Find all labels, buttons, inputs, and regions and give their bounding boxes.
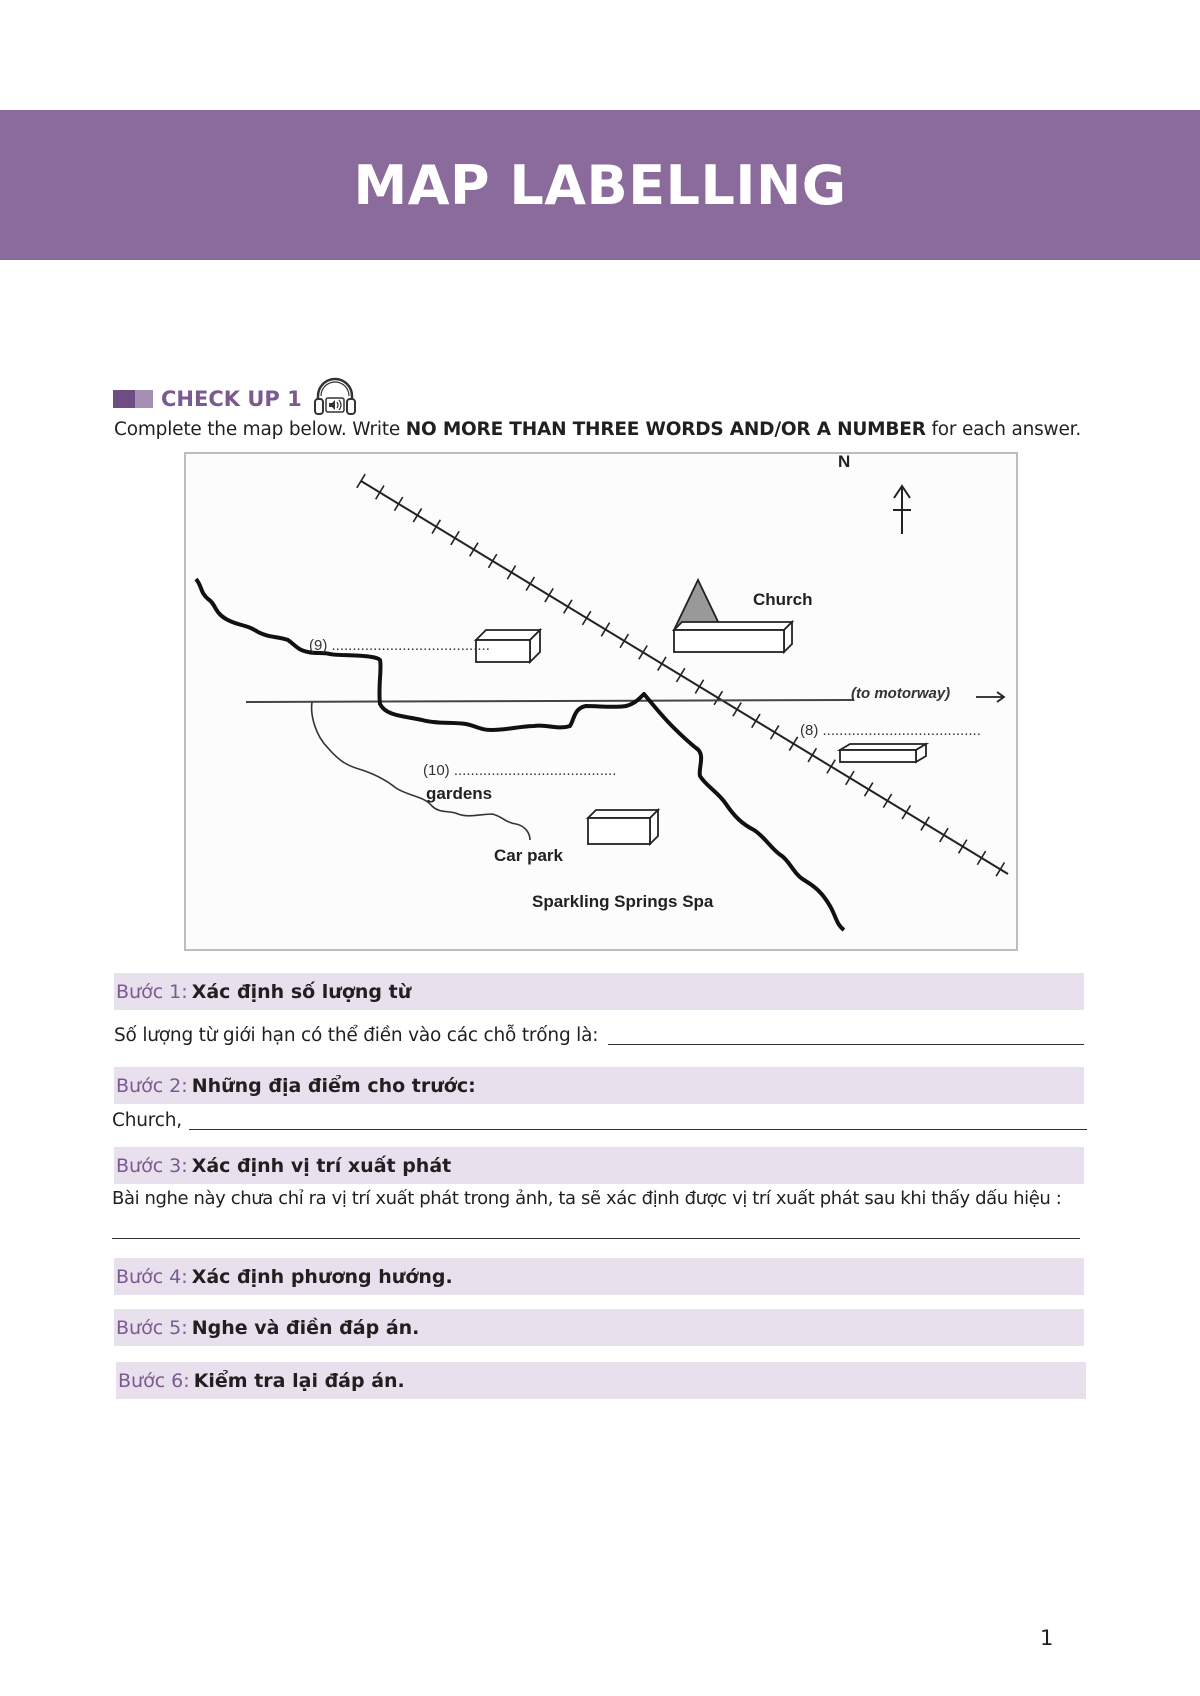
railway-tick [714, 691, 722, 705]
railway-line [361, 481, 1008, 874]
step-3 [114, 1147, 1084, 1184]
railway-tick [564, 600, 572, 614]
railway-tick [413, 508, 421, 522]
step-3-prompt: Bài nghe này chưa chỉ ra vị trí xuất phát trong ảnh, ta sẽ xác định được vị trí xuất phát sau khi thấy dấu hiệu : [112, 1188, 1062, 1209]
railway-tick [902, 805, 910, 819]
step-3-number: Bước 3: [116, 1154, 188, 1177]
railway-tick [582, 611, 590, 625]
railway-tick [695, 680, 703, 694]
step-2-number: Bước 2: [116, 1074, 188, 1097]
step-4-text: Xác định phương hướng. [191, 1265, 453, 1288]
instruction-text [114, 419, 1081, 440]
spa-label: Sparkling Springs Spa [532, 892, 714, 911]
step-6-text: Kiểm tra lại đáp án. [193, 1369, 405, 1392]
railway-tick [639, 645, 647, 659]
step-3-text: Xác định vị trí xuất phát [191, 1154, 452, 1177]
step-1-answer-line[interactable] [608, 1044, 1084, 1045]
railway-tick [601, 623, 609, 637]
railway-ticks [357, 474, 1005, 876]
step-6-number: Bước 6: [118, 1369, 190, 1392]
heading-marker-light [135, 390, 153, 408]
north-label: N [838, 452, 851, 471]
railway-tick [394, 497, 402, 511]
railway-tick [921, 817, 929, 831]
railway-tick [545, 588, 553, 602]
north-arrow-icon [893, 486, 911, 534]
railway-tick [507, 566, 515, 580]
instruction-part1: Complete the map below. Write [114, 419, 406, 440]
page-number: 1 [1040, 1626, 1054, 1650]
railway-tick [883, 794, 891, 808]
step-4 [114, 1258, 1084, 1295]
gardens-label: gardens [426, 784, 493, 803]
step-5-text: Nghe và điền đáp án. [191, 1316, 420, 1339]
railway-tick [977, 851, 985, 865]
step-5-number: Bước 5: [116, 1316, 188, 1339]
railway-tick [357, 474, 365, 488]
instruction-bold: NO MORE THAN THREE WORDS AND/OR A NUMBER [405, 419, 926, 440]
church-label: Church [753, 590, 813, 609]
step-2-answer-line[interactable] [189, 1129, 1087, 1130]
railway-tick [752, 714, 760, 728]
step-2-prompt: Church, [112, 1110, 182, 1131]
car-park-label: Car park [494, 846, 563, 865]
step-1-number: Bước 1: [116, 980, 188, 1003]
railway-tick [771, 725, 779, 739]
motorway-label: (to motorway) [851, 685, 951, 702]
railway-tick [620, 634, 628, 648]
map-figure [184, 452, 1018, 951]
step-2 [114, 1067, 1084, 1104]
railway-tick [733, 703, 741, 717]
step-4-number: Bước 4: [116, 1265, 188, 1288]
question-9-blank[interactable]: (9) ...................................... [309, 637, 490, 654]
spa-building-icon [588, 810, 658, 844]
railway-tick [959, 840, 967, 854]
railway-tick [676, 668, 684, 682]
question-8-blank[interactable]: (8) ...................................... [800, 722, 981, 739]
railway-tick [470, 543, 478, 557]
page-title: MAP LABELLING [353, 153, 847, 217]
railway-tick [526, 577, 534, 591]
railway-tick [865, 783, 873, 797]
railway-tick [658, 657, 666, 671]
railway-tick [451, 531, 459, 545]
railway-tick [432, 520, 440, 534]
road [246, 700, 848, 702]
railway-tick [808, 748, 816, 762]
question-10-blank[interactable]: (10) ....................................... [423, 762, 617, 779]
step-6 [116, 1362, 1086, 1399]
headphones-audio-icon[interactable] [312, 376, 358, 422]
instruction-part2: for each answer. [925, 419, 1082, 440]
step-2-text: Những địa điểm cho trước: [191, 1074, 476, 1097]
railway-tick [827, 760, 835, 774]
building-8-icon [840, 744, 926, 762]
motorway-arrow-icon [976, 692, 1004, 702]
railway-tick [789, 737, 797, 751]
railway-tick [488, 554, 496, 568]
checkup-title: CHECK UP 1 [161, 387, 302, 411]
step-1-text: Xác định số lượng từ [191, 980, 412, 1003]
railway-tick [940, 828, 948, 842]
step-1 [114, 973, 1084, 1010]
step-5 [114, 1309, 1084, 1346]
heading-marker [113, 390, 135, 408]
railway-tick [846, 771, 854, 785]
step-3-answer-line[interactable] [112, 1238, 1080, 1239]
railway-tick [996, 862, 1004, 876]
checkup-heading [113, 376, 358, 422]
title-banner [0, 110, 1200, 260]
step-1-prompt: Số lượng từ giới hạn có thể điền vào các chỗ trống là: [114, 1025, 599, 1046]
railway-tick [376, 486, 384, 500]
